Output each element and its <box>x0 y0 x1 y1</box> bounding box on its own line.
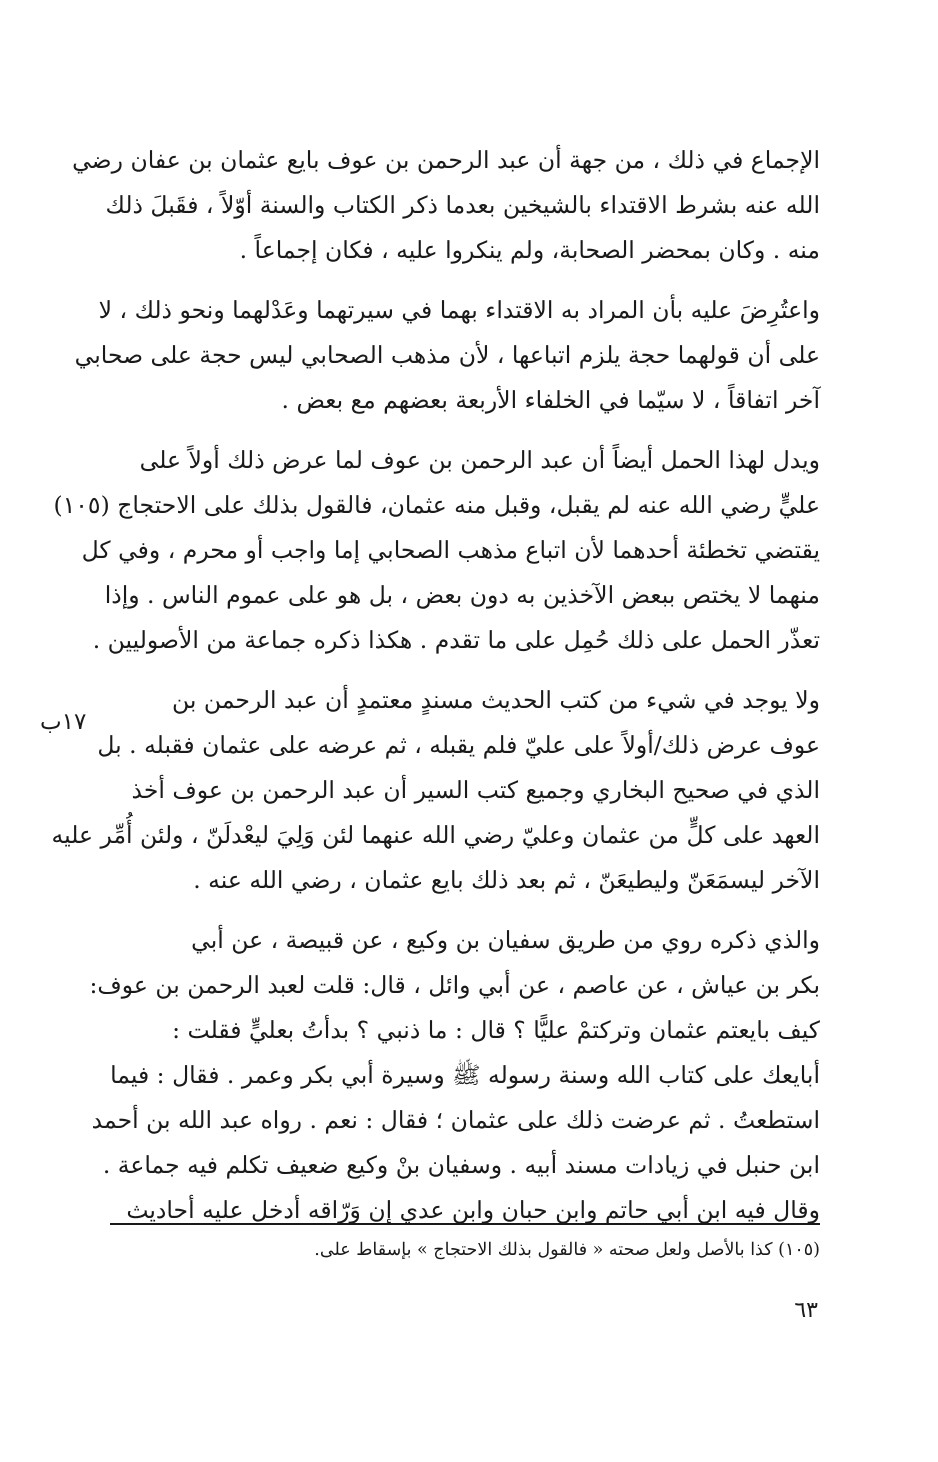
text-line: الله عنه بشرط الاقتداء بالشيخين بعدما ذكر الكتاب والسنة أوّلاً ، فقَبلَ ذلك <box>105 191 820 219</box>
page-number: ٦٣ <box>794 1298 818 1323</box>
text-line: أبايعك على كتاب الله وسنة رسوله ﷺ وسيرة أبي بكر وعمر . فقال : فيما <box>110 1061 820 1089</box>
text-line: الذي في صحيح البخاري وجميع كتب السير أن عبد الرحمن بن عوف أخذ <box>131 776 820 804</box>
text-line: ابن حنبل في زيادات مسند أبيه . وسفيان بنْ وكيع ضعيف تكلم فيه جماعة . <box>102 1151 820 1179</box>
text-line: الآخر ليسمَعَنّ وليطيعَنّ ، ثم بعد ذلك بايع عثمان ، رضي الله عنه . <box>193 866 820 894</box>
text-line: منهما لا يختص ببعض الآخذين به دون بعض ، بل هو على عموم الناس . وإذا <box>104 581 820 609</box>
text-line: على أن قولهما حجة يلزم اتباعها ، لأن مذهب الصحابي ليس حجة على صحابي <box>74 341 820 369</box>
footnote: (١٠٥) كذا بالأصل ولعل صحته « فالقول بذلك الاحتجاج » بإسقاط على. <box>314 1240 820 1260</box>
text-line: آخر اتفاقاً ، لا سيّما في الخلفاء الأربعة بعضهم مع بعض . <box>281 386 820 414</box>
text-line: ولا يوجد في شيء من كتب الحديث مسندٍ معتمدٍ أن عبد الرحمن بن <box>172 686 820 714</box>
text-line: عوف عرض ذلك/أولاً على عليّ فلم يقبله ، ثم عرضه على عثمان فقبله . بل <box>97 731 820 759</box>
text-line: يقتضي تخطئة أحدهما لأن اتباع مذهب الصحابي إما واجب أو محرم ، وفي كل <box>81 536 820 564</box>
text-line: والذي ذكره روي من طريق سفيان بن وكيع ، عن قبيصة ، عن أبي <box>191 926 820 954</box>
text-line: كيف بايعتم عثمان وتركتمْ عليًّا ؟ قال : ما ذنبي ؟ بدأتُ بعليٍّ فقلت : <box>172 1016 820 1044</box>
text-line: منه . وكان بمحضر الصحابة، ولم ينكروا عليه ، فكان إجماعاً . <box>239 236 820 264</box>
text-line: تعذّر الحمل على ذلك حُمِل على ما تقدم . هكذا ذكره جماعة من الأصوليين . <box>92 626 820 654</box>
text-line: عليٍّ رضي الله عنه لم يقبل، وقبل منه عثمان، فالقول بذلك على الاحتجاج (١٠٥) <box>53 491 820 519</box>
text-line: واعتُرِضَ عليه بأن المراد به الاقتداء بهما في سيرتهما وعَدْلهما ونحو ذلك ، لا <box>98 296 820 324</box>
paragraph-1 <box>72 138 820 273</box>
footnote-divider <box>110 1223 820 1225</box>
text-line: الإجماع في ذلك ، من جهة أن عبد الرحمن بن عوف بايع عثمان بن عفان رضي <box>72 146 820 174</box>
text-line: وقال فيه ابن أبي حاتم وابن حبان وابن عدي إن وَرّاقه أدخل عليه أحاديث <box>126 1196 820 1224</box>
paragraph-3 <box>53 438 820 663</box>
text-line: استطعتُ . ثم عرضت ذلك على عثمان ؛ فقال : نعم . رواه عبد الله بن أحمد <box>91 1106 820 1134</box>
paragraph-2 <box>74 288 820 423</box>
manuscript-folio-marker: ١٧ب <box>40 709 87 735</box>
paragraph-5 <box>89 918 820 1233</box>
text-line: ويدل لهذا الحمل أيضاً أن عبد الرحمن بن عوف لما عرض ذلك أولاً على <box>139 446 820 474</box>
text-line: بكر بن عياش ، عن عاصم ، عن أبي وائل ، قال: قلت لعبد الرحمن بن عوف: <box>89 971 820 999</box>
text-line: العهد على كلٍّ من عثمان وعليّ رضي الله عنهما لئن وَلِيَ ليعْدلَنّ ، ولئن أُمِّر عليه <box>51 821 820 849</box>
